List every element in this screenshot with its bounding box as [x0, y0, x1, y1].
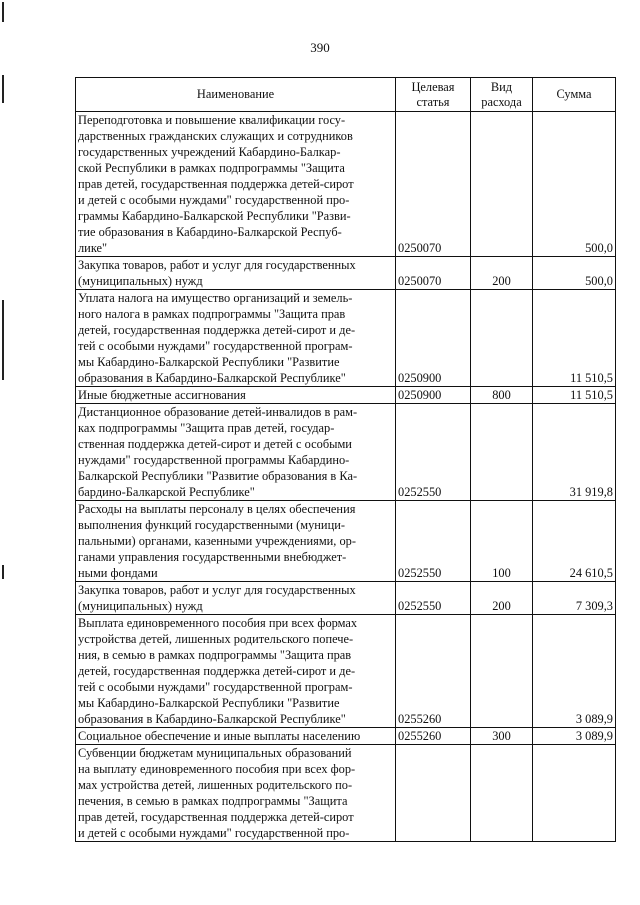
row-name-line: выполнения функций государственными (муници- [78, 518, 345, 532]
row-expense-type: 300 [471, 728, 533, 745]
table-row [76, 387, 616, 404]
row-name-line: Закупка товаров, работ и услуг для государственных [78, 258, 356, 272]
row-name-line: и детей с особыми нуждами" государственной про- [78, 193, 350, 207]
row-name-line: Дистанционное образование детей-инвалидов в рам- [78, 405, 358, 419]
row-name-line: тей с особыми нуждами" государственной програм- [78, 680, 353, 694]
row-name-line: бардино-Балкарской Республике" [78, 485, 255, 499]
row-target-code: 0250900 [396, 387, 471, 404]
row-name [76, 404, 396, 501]
row-name-line: тие образования в Кабардино-Балкарской Респуб- [78, 225, 342, 239]
row-name [76, 728, 396, 745]
table-row [76, 615, 616, 728]
row-name [76, 745, 396, 842]
header-name: Наименование [76, 78, 396, 112]
row-name-line: прав детей, государственная поддержка детей-сирот [78, 177, 354, 191]
row-name [76, 501, 396, 582]
row-name-line: ганами управления государственными внебюджет- [78, 550, 347, 564]
row-name-line: мах устройства детей, лишенных родительского по- [78, 778, 353, 792]
row-name-line: лике" [78, 241, 108, 255]
row-expense-type: 200 [471, 582, 533, 615]
row-name-line: ственная поддержка детей-сирот и детей с особыми [78, 437, 352, 451]
row-name [76, 387, 396, 404]
row-name-line: и детей с особыми нуждами" государственной про- [78, 826, 350, 840]
header-sum: Сумма [533, 78, 616, 112]
row-name-line: граммы Кабардино-Балкарской Республики "Разви- [78, 209, 351, 223]
page-number: 390 [310, 40, 330, 55]
row-sum [533, 745, 616, 842]
row-name-line: детей, государственная поддержка детей-сирот и де- [78, 664, 356, 678]
row-name-line: на выплату единовременного пособия при всех фор- [78, 762, 356, 776]
table-row [76, 501, 616, 582]
row-name [76, 257, 396, 290]
row-name-line: ской Республики в рамках подпрограммы "Защита [78, 161, 345, 175]
table-header-row [76, 78, 616, 112]
table-row [76, 745, 616, 842]
row-name-line: нуждами" государственной программы Кабардино- [78, 453, 350, 467]
row-sum: 24 610,5 [533, 501, 616, 582]
scan-edge-mark [2, 75, 4, 103]
row-sum: 31 919,8 [533, 404, 616, 501]
row-name-line: Балкарской Республики "Развитие образования в Ка- [78, 469, 358, 483]
row-target-code: 0252550 [396, 404, 471, 501]
header-target-line2: статья [416, 94, 450, 109]
row-name-line: образования в Кабардино-Балкарской Республике" [78, 712, 346, 726]
table-row [76, 582, 616, 615]
row-name-line: устройства детей, лишенных родительского попече- [78, 632, 354, 646]
row-target-code [396, 745, 471, 842]
row-expense-type: 200 [471, 257, 533, 290]
row-name-line: Переподготовка и повышение квалификации госу- [78, 113, 346, 127]
header-target-line1: Целевая [411, 79, 455, 94]
row-sum: 500,0 [533, 112, 616, 257]
row-target-code: 0250070 [396, 112, 471, 257]
row-target-code: 0252550 [396, 501, 471, 582]
row-sum: 11 510,5 [533, 290, 616, 387]
row-expense-type [471, 404, 533, 501]
row-sum: 500,0 [533, 257, 616, 290]
row-name [76, 615, 396, 728]
row-name [76, 290, 396, 387]
row-target-code: 0250900 [396, 290, 471, 387]
row-name-line: ках подпрограммы "Защита прав детей, государ- [78, 421, 335, 435]
budget-table [75, 77, 616, 842]
scan-edge-mark [2, 300, 4, 380]
row-name-line: мы Кабардино-Балкарской Республики "Развитие [78, 696, 340, 710]
row-name-line: дарственных гражданских служащих и сотрудников [78, 129, 353, 143]
row-name-line: печения, в семью в рамках подпрограммы "Защита [78, 794, 348, 808]
header-type-line1: Вид [490, 79, 513, 94]
row-name-line: тей с особыми нуждами" государственной програм- [78, 339, 353, 353]
row-sum: 11 510,5 [533, 387, 616, 404]
row-name [76, 112, 396, 257]
row-name-line: образования в Кабардино-Балкарской Республике" [78, 371, 346, 385]
row-name-line: Социальное обеспечение и иные выплаты населению [78, 729, 361, 743]
row-sum: 7 309,3 [533, 582, 616, 615]
row-name-line: ния, в семью в рамках подпрограммы "Защита прав [78, 648, 352, 662]
row-expense-type [471, 290, 533, 387]
row-expense-type [471, 745, 533, 842]
row-name-line: прав детей, государственная поддержка детей-сирот [78, 810, 354, 824]
row-expense-type: 100 [471, 501, 533, 582]
row-expense-type [471, 615, 533, 728]
header-type [471, 78, 533, 112]
row-target-code: 0255260 [396, 615, 471, 728]
row-sum: 3 089,9 [533, 728, 616, 745]
scan-edge-mark [2, 2, 4, 22]
row-name-line: мы Кабардино-Балкарской Республики "Развитие [78, 355, 340, 369]
header-target [396, 78, 471, 112]
table-row [76, 112, 616, 257]
row-expense-type [471, 112, 533, 257]
row-name-line: ного налога в рамках подпрограммы "Защита прав [78, 307, 346, 321]
table-row [76, 257, 616, 290]
header-type-line2: расхода [481, 94, 522, 109]
row-name-line: Закупка товаров, работ и услуг для государственных [78, 583, 356, 597]
row-name-line: пальными) органами, казенными учреждениями, ор- [78, 534, 357, 548]
row-target-code: 0252550 [396, 582, 471, 615]
table-row [76, 290, 616, 387]
row-name-line: детей, государственная поддержка детей-сирот и де- [78, 323, 356, 337]
scan-edge-mark [2, 565, 4, 579]
row-name-line: Иные бюджетные ассигнования [78, 388, 246, 402]
row-target-code: 0250070 [396, 257, 471, 290]
row-name-line: (муниципальных) нужд [78, 274, 203, 288]
table-row [76, 404, 616, 501]
row-name [76, 582, 396, 615]
row-name-line: (муниципальных) нужд [78, 599, 203, 613]
row-sum: 3 089,9 [533, 615, 616, 728]
row-name-line: государственных учреждений Кабардино-Балкар- [78, 145, 341, 159]
row-name-line: Расходы на выплаты персоналу в целях обеспечения [78, 502, 356, 516]
row-name-line: Уплата налога на имущество организаций и земель- [78, 291, 353, 305]
row-expense-type: 800 [471, 387, 533, 404]
row-name-line: Выплата единовременного пособия при всех формах [78, 616, 358, 630]
row-name-line: ными фондами [78, 566, 158, 580]
row-target-code: 0255260 [396, 728, 471, 745]
table-row [76, 728, 616, 745]
row-name-line: Субвенции бюджетам муниципальных образований [78, 746, 352, 760]
table-body [76, 112, 616, 842]
